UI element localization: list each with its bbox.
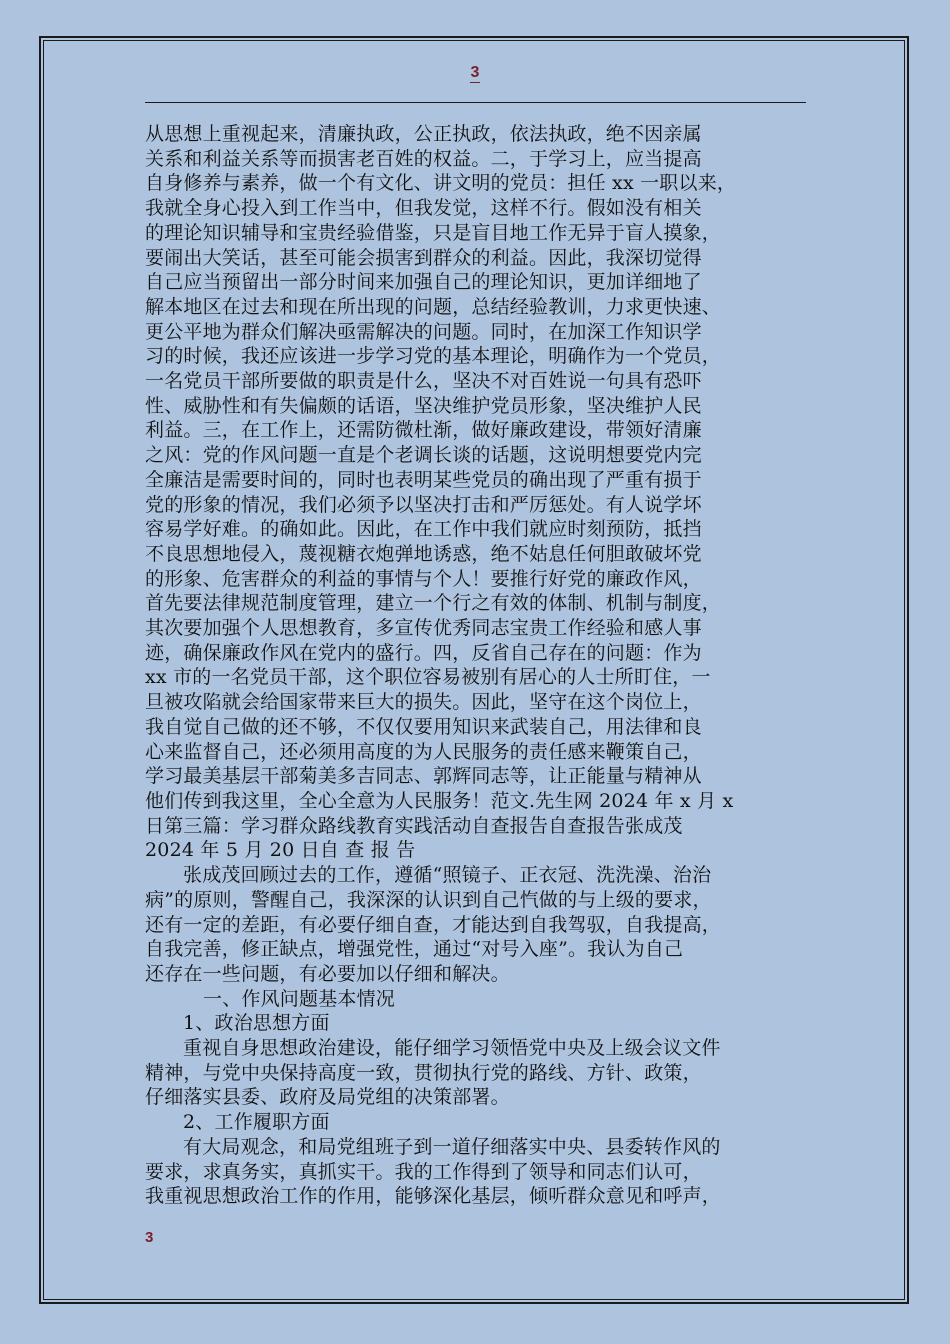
text-line: 性、威胁性和有失偏颇的话语，坚决维护党员形象，坚决维护人民 (145, 394, 702, 417)
paragraph-1 (145, 122, 825, 863)
text-line: 利益。三，在工作上，还需防微杜渐，做好廉政建设，带领好清廉 (145, 419, 702, 442)
text-line: 2024 年 5 月 20 日自 查 报 告 (145, 839, 416, 862)
text-line: 仔细落实县委、政府及局党组的决策部署。 (145, 1086, 510, 1109)
text-line: 我重视思想政治工作的作用，能够深化基层，倾听群众意见和呼声， (145, 1185, 722, 1208)
text-line: 要闹出大笑话，甚至可能会损害到群众的利益。因此，我深切觉得 (145, 246, 702, 269)
text-line: 其次要加强个人思想教育，多宣传优秀同志宝贵工作经验和感人事 (145, 617, 702, 640)
text-line: 从思想上重视起来，清廉执政，公正执政，依法执政，绝不因亲属 (145, 123, 702, 145)
text-line: 的理论知识辅导和宝贵经验借鉴，只是盲目地工作无异于盲人摸象， (145, 221, 722, 244)
heading-text: 1、政治思想方面 (183, 1012, 330, 1035)
text-line: 张成茂回顾过去的工作，遵循“照镜子、正衣冠、洗洗澡、治治 (183, 864, 712, 887)
text-line: 他们传到我这里，全心全意为人民服务！范文.先生网 2024 年 x 月 x (145, 789, 734, 812)
text-line: 我自觉自己做的还不够，不仅仅要用知识来武装自己，用法律和良 (145, 715, 702, 738)
text-line: 不良思想地侵入，蔑视糖衣炮弹地诱惑，绝不姑息任何胆敢破坏党 (145, 542, 702, 565)
heading-text: 一、作风问题基本情况 (203, 987, 396, 1010)
text-line: 日第三篇：学习群众路线教育实践活动自查报告自查报告张成茂 (145, 814, 683, 837)
text-line: 学习最美基层干部菊美多吉同志、郭辉同志等，让正能量与精神从 (145, 765, 702, 788)
text-line: 还存在一些问题，有必要加以仔细和解决。 (145, 962, 510, 985)
text-line: 解本地区在过去和现在所出现的问题，总结经验教训，力求更快速、 (145, 295, 722, 318)
text-line: 关系和利益关系等而损害老百姓的权益。二，于学习上，应当提高 (145, 147, 702, 170)
text-line: 一名党员干部所要做的职责是什么，坚决不对百姓说一句具有恐吓 (145, 370, 702, 393)
text-line: 病”的原则，警醒自己，我深深的认识到自己忾做的与上级的要求， (145, 888, 712, 911)
paragraph-2 (145, 863, 825, 987)
text-line: 自己应当预留出一部分时间来加强自己的理论知识，更加详细地了 (145, 271, 702, 294)
text-line: 的形象、危害群众的利益的事情与个人！要推行好党的廉政作风， (145, 567, 702, 590)
subsection-heading (145, 1110, 825, 1135)
text-line: 容易学好难。的确如此。因此，在工作中我们就应时刻预防，抵挡 (145, 518, 702, 541)
text-line: xx 市的一名党员干部，这个职位容易被别有居心的人士所盯住，一 (145, 666, 711, 689)
text-line: 之风：党的作风问题一直是个老调长谈的话题，这说明想要党内完 (145, 444, 702, 467)
paragraph-4 (145, 1135, 825, 1209)
heading-text: 2、工作履职方面 (183, 1111, 330, 1134)
text-line: 我就全身心投入到工作当中，但我发觉，这样不行。假如没有相关 (145, 197, 702, 220)
text-line: 有大局观念，和局党组班子到一道仔细落实中央、县委转作风的 (183, 1135, 721, 1158)
text-line: 习的时候，我还应该进一步学习党的基本理论，明确作为一个党员， (145, 345, 722, 368)
footer-page-number: 3 (145, 1229, 154, 1246)
text-line: 更公平地为群众们解决亟需解决的问题。同时，在加深工作知识学 (145, 320, 702, 343)
text-line: 自身修养与素养，做一个有文化、讲文明的党员：担任 xx 一职以来， (145, 172, 737, 195)
text-line: 要求，求真务实，真抓实干。我的工作得到了领导和同志们认可， (145, 1160, 702, 1183)
text-line: 迹，确保廉政作风在党内的盛行。四，反省自己存在的问题：作为 (145, 641, 702, 664)
section-heading (145, 987, 825, 1012)
document-body (145, 122, 825, 1209)
text-line: 首先要法律规范制度管理，建立一个行之有效的体制、机制与制度， (145, 592, 722, 615)
text-line: 重视自身思想政治建设，能仔细学习领悟党中央及上级会议文件 (183, 1037, 721, 1060)
text-line: 自我完善，修正缺点，增强党性，通过“对号入座”。我认为自己 (145, 938, 684, 961)
subsection-heading (145, 1011, 825, 1036)
text-line: 全廉洁是需要时间的，同时也表明某些党员的确出现了严重有损于 (145, 468, 702, 491)
text-line: 心来监督自己，还必须用高度的为人民服务的责任感来鞭策自己， (145, 740, 702, 763)
text-line: 党的形象的情况，我们必须予以坚决打击和严厉惩处。有人说学坏 (145, 493, 702, 516)
text-line: 旦被攻陷就会给国家带来巨大的损失。因此，坚守在这个岗位上， (145, 691, 702, 714)
text-line: 还有一定的差距，有必要仔细自查，才能达到自我驾驭，自我提高， (145, 913, 722, 936)
text-line: 精神，与党中央保持高度一致，贯彻执行党的路线、方针、政策， (145, 1061, 702, 1084)
header-page-number: 3 (470, 64, 480, 81)
header-rule (145, 102, 806, 103)
paragraph-3 (145, 1036, 825, 1110)
